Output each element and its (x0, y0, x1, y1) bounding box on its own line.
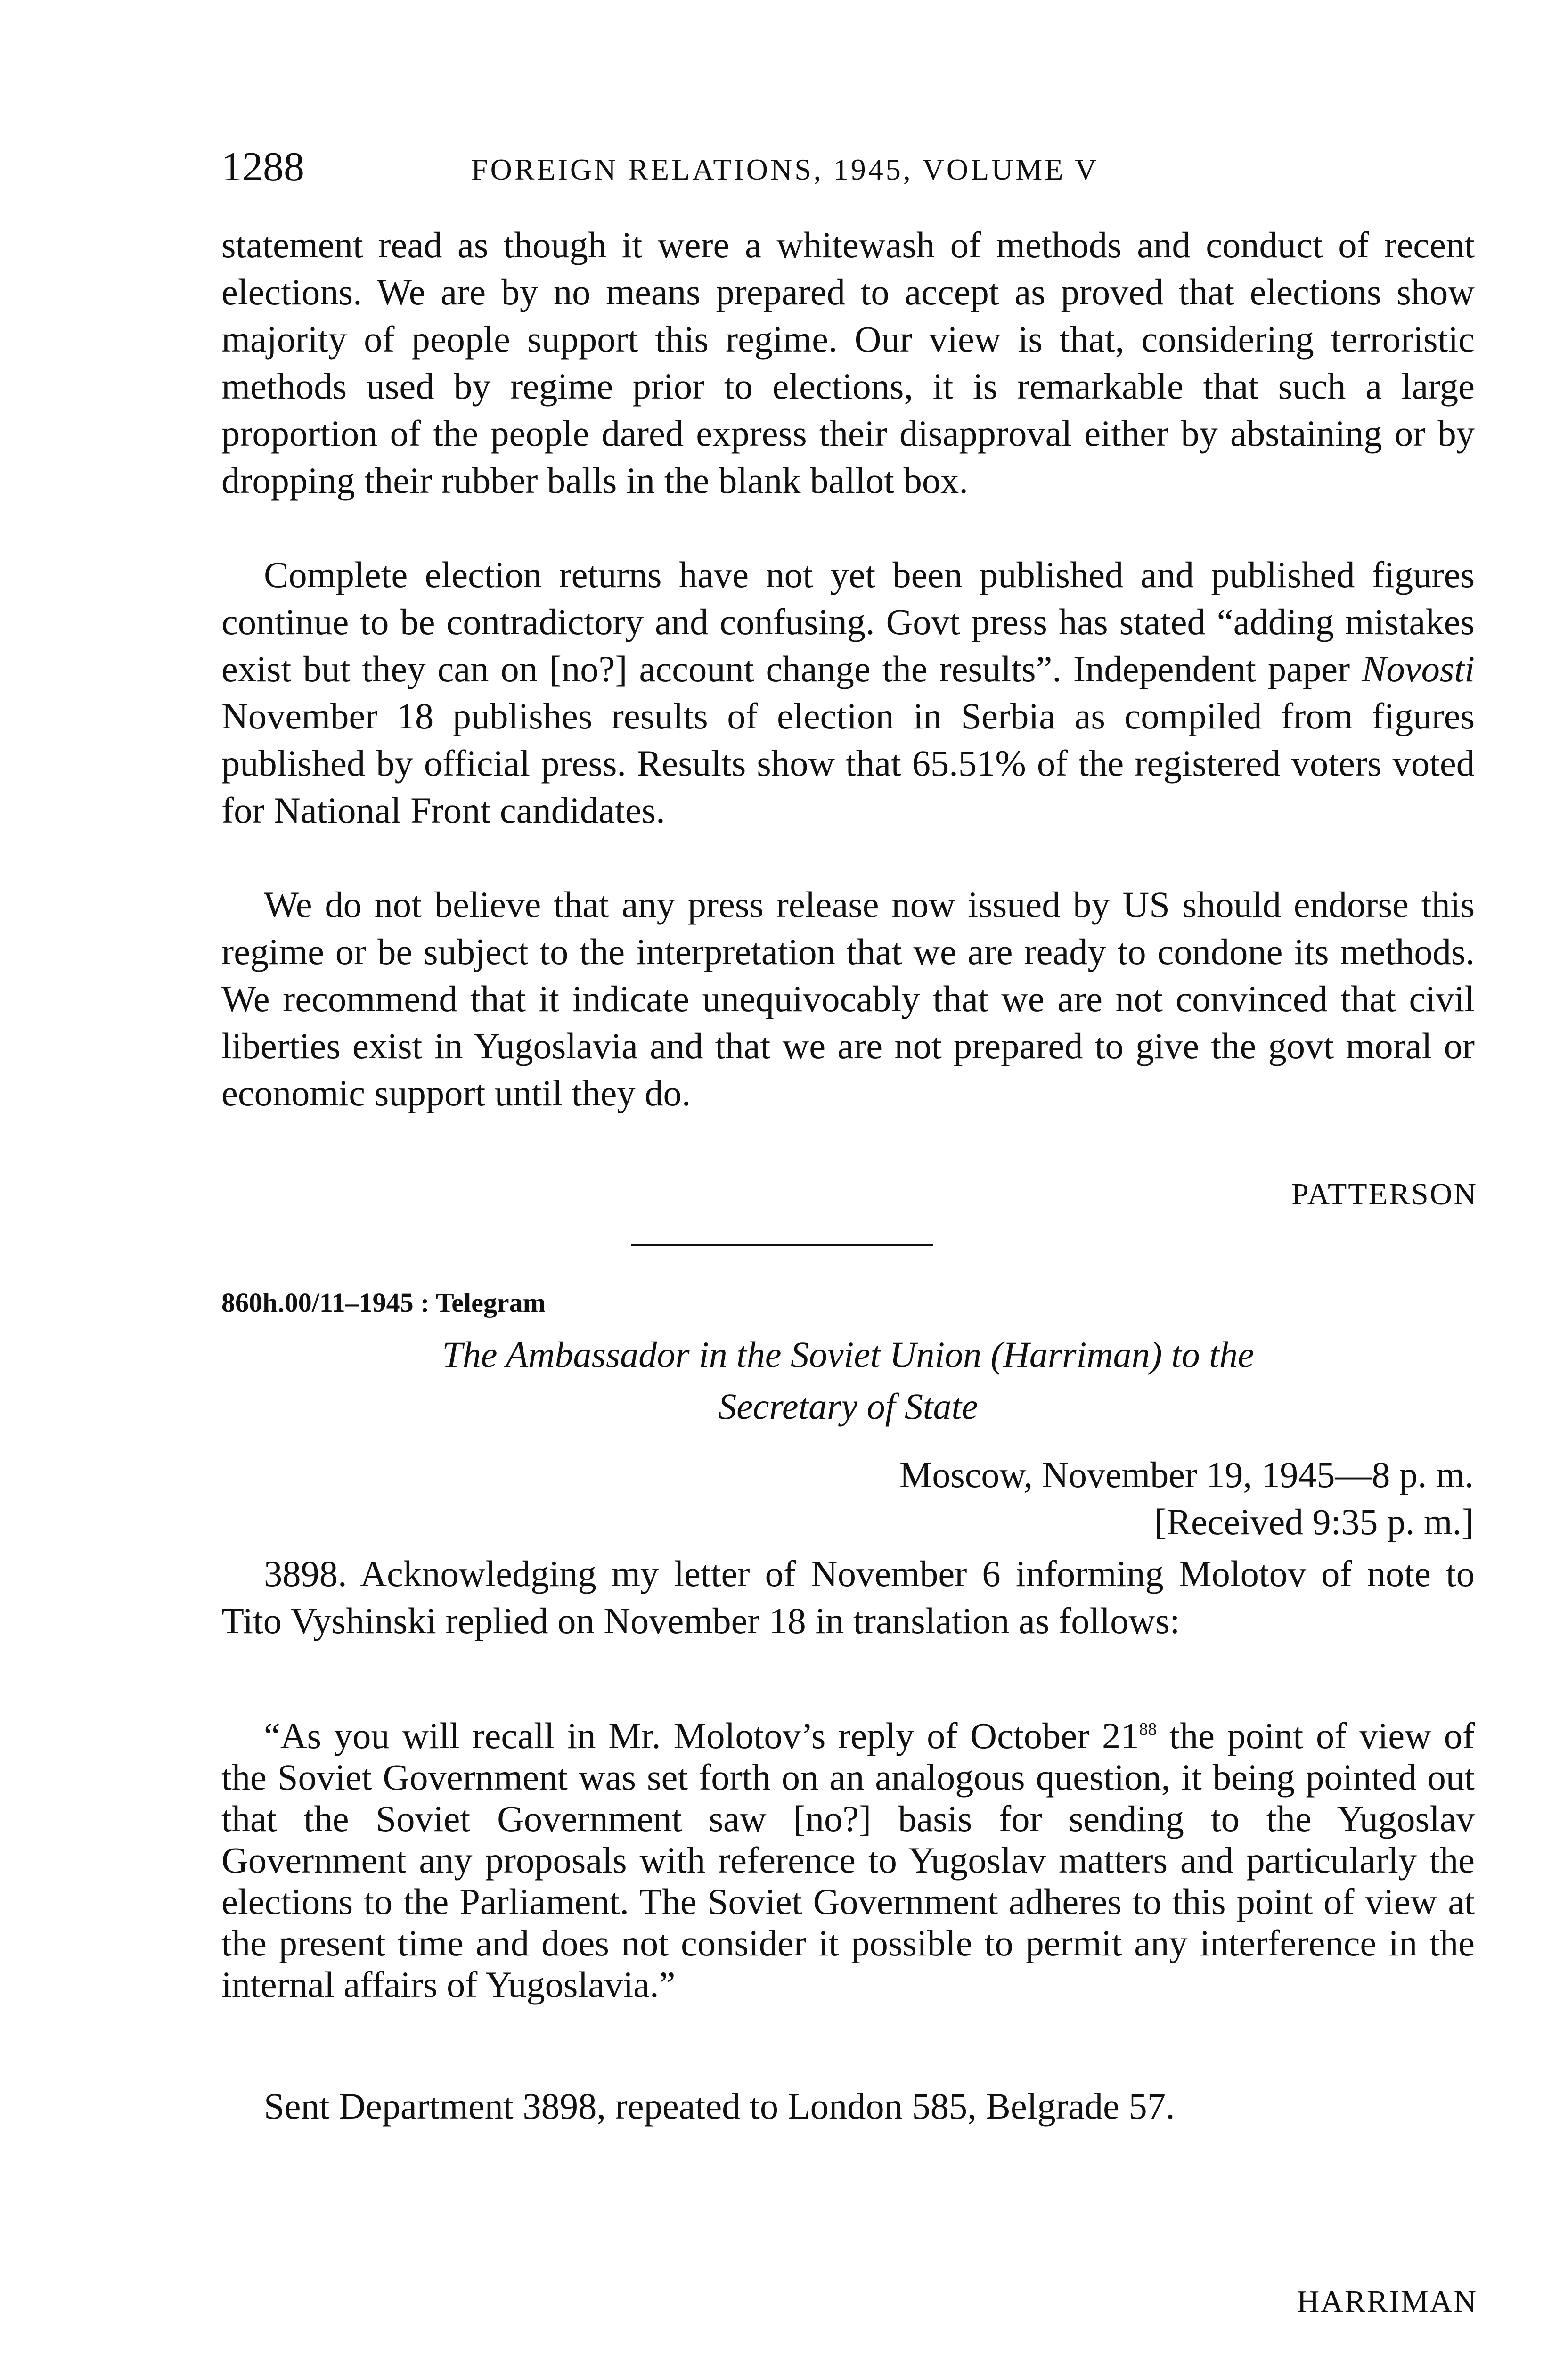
paragraph-continuation: statement read as though it were a whitewash of methods and conduct of recent elections. We are by no means prepared to accept as proved that elections show majority of people support this regime. Our view is that, considering terroristic methods used by regime prior to elections, it is remarkable that such a large proportion of the people dared express their disapproval either by abstaining or by dropping their rubber balls in the blank ballot box. (221, 224, 1475, 501)
paragraph-telegram-intro: 3898. Acknowledging my letter of November 6 informing Molotov of note to Tito Vyshinski replied on November 18 in translation as follows: (221, 1553, 1475, 1641)
newspaper-name: Novosti (1362, 648, 1475, 689)
title-line: Secretary of State (718, 1386, 978, 1427)
paragraph-text: November 18 publishes results of election in Serbia as compiled from figures published by official press. Results show that 65.51% of the registered voters voted for National Front candidates. (221, 695, 1475, 831)
quote-text: “As you will recall in Mr. Molotov’s reply of October 21 (264, 1715, 1139, 1756)
document-title (221, 1329, 1475, 1432)
title-line: The Ambassador in the Soviet Union (Harriman) to the (442, 1334, 1254, 1375)
signature-harriman: HARRIMAN (1297, 2284, 1478, 2319)
footnote-reference[interactable]: 88 (1139, 1719, 1157, 1739)
dateline (899, 1451, 1474, 1546)
file-reference: 860h.00/11–1945 : Telegram (221, 1287, 546, 1318)
section-separator (631, 1244, 933, 1246)
dateline-received: [Received 9:35 p. m.] (1154, 1501, 1474, 1542)
running-head (221, 144, 1475, 196)
page-number: 1288 (221, 144, 304, 190)
paragraph-text: Complete election returns have not yet been published and published figures continue to be contradictory and confusing. Govt press has stated “adding mistakes exist but they can on [no?] account change the results”. Independent paper (221, 554, 1475, 689)
paragraph-distribution: Sent Department 3898, repeated to London 585, Belgrade 57. (264, 2086, 1175, 2127)
running-title: FOREIGN RELATIONS, 1945, VOLUME V (471, 153, 1099, 186)
paragraph-press-release: We do not believe that any press release now issued by US should endorse this regime or be subject to the interpretation that we are ready to condone its methods. We recommend that it indicate unequivocably that we are not convinced that civil liberties exist in Yugoslavia and that we are not prepared to give the govt moral or economic support until they do. (221, 884, 1475, 1113)
paragraph-election-returns (221, 551, 1475, 834)
signature-patterson: PATTERSON (1291, 1177, 1478, 1211)
quote-text: the point of view of the Soviet Government was set forth on an analogous question, it being pointed out that the Soviet Government saw [no?] basis for sending to the Yugoslav Government any proposals with reference to Yugoslav matters and particularly the elections to the Parliament. The Soviet Government adheres to this point of view at the present time and does not consider it possible to permit any interference in the internal affairs of Yugoslavia.” (221, 1715, 1475, 2005)
dateline-sent: Moscow, November 19, 1945—8 p. m. (899, 1454, 1474, 1495)
quoted-reply (221, 1715, 1475, 2005)
